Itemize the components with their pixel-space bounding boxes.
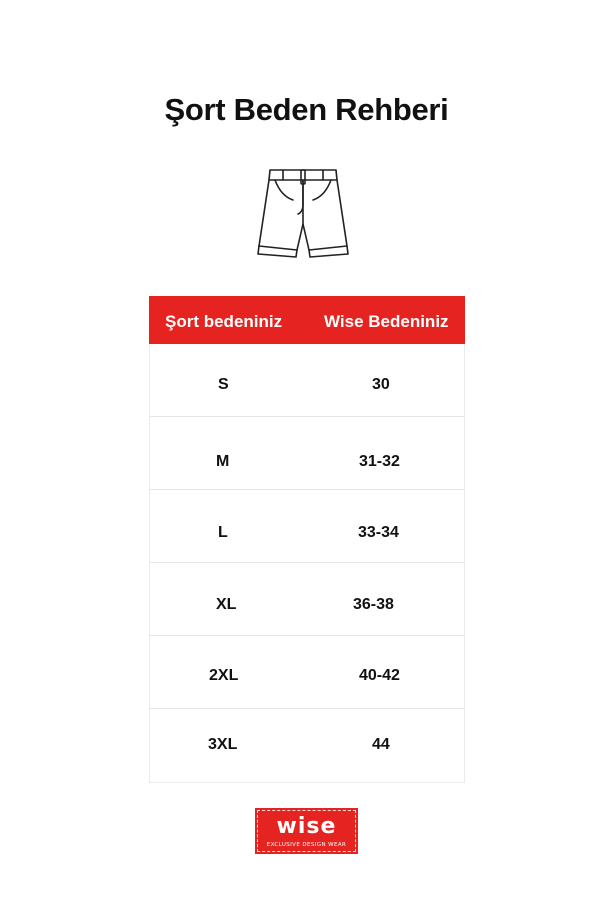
table-row: [150, 563, 464, 636]
shorts-icon: [253, 166, 353, 262]
table-body: [149, 344, 465, 783]
table-row: [150, 344, 464, 417]
table-row: [150, 709, 464, 782]
header-short-size: Şort bedeniniz: [165, 312, 283, 331]
table-row: [150, 490, 464, 563]
table-row: [150, 417, 464, 490]
wise-size-cell: 36-38: [353, 596, 394, 613]
wise-size-cell: 31-32: [359, 453, 400, 470]
table-row: [150, 636, 464, 709]
size-cell: 2XL: [209, 667, 239, 684]
size-cell: 3XL: [208, 736, 238, 753]
table-header: [149, 296, 465, 344]
wise-size-cell: 44: [372, 736, 390, 753]
size-cell: M: [216, 453, 230, 470]
brand-logo-frame: [257, 810, 356, 852]
size-cell: XL: [216, 596, 237, 613]
wise-size-cell: 33-34: [358, 524, 399, 541]
brand-logo: [255, 808, 358, 854]
wise-size-cell: 40-42: [359, 667, 400, 684]
brand-tagline: EXCLUSIVE DESIGN WEAR: [266, 842, 347, 848]
size-cell: S: [218, 376, 229, 393]
size-cell: L: [218, 524, 228, 541]
page-title: Şort Beden Rehberi: [164, 92, 449, 127]
header-wise-size: Wise Bedeniniz: [324, 312, 449, 331]
wise-size-cell: 30: [372, 376, 390, 393]
brand-name: wise: [276, 814, 337, 839]
size-table: [149, 296, 465, 783]
